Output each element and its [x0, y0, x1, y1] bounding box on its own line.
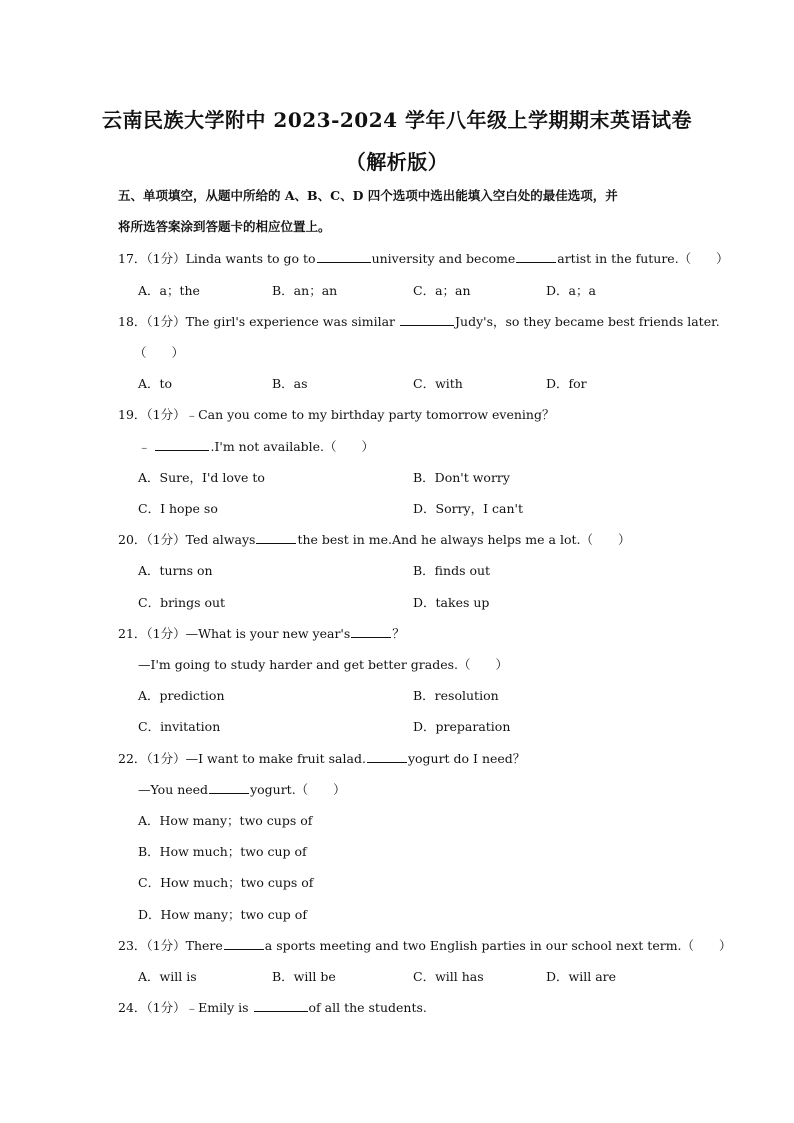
- q18-option-b: B．as: [272, 376, 308, 391]
- q21-option-a: A．prediction: [138, 688, 225, 703]
- question-21: [118, 624, 405, 642]
- question-19-reply-suffix: .I'm not available.（ ）: [210, 439, 375, 454]
- q23-option-a: A．will is: [138, 969, 197, 984]
- q19-option-c: C．I hope so: [138, 501, 218, 516]
- question-18-suffix: Judy's，so they became best friends later.: [455, 314, 720, 329]
- question-18-paren: （ ）: [134, 345, 185, 360]
- q18-option-d: D．for: [546, 376, 587, 391]
- question-17-prefix: 17．（1分）Linda wants to go to: [118, 251, 316, 266]
- q23-option-d: D．will are: [546, 969, 617, 984]
- question-18: [118, 312, 720, 330]
- answer-blank: [209, 781, 249, 794]
- exam-subtitle: （解析版）: [345, 150, 449, 174]
- q22-option-a: A．How many；two cups of: [138, 813, 313, 828]
- answer-blank: [351, 625, 391, 638]
- question-19: 19．（1分）﹣Can you come to my birthday party tomorrow evening？: [118, 407, 555, 422]
- question-22-reply-prefix: —You need: [138, 782, 209, 797]
- question-19-reply: [138, 437, 374, 455]
- question-17-suffix: artist in the future.（ ）: [557, 251, 729, 266]
- q18-option-a: A．to: [138, 376, 173, 391]
- section-instruction-line2: 将所选答案涂到答题卡的相应位置上。: [118, 219, 331, 234]
- q23-option-b: B．will be: [272, 969, 336, 984]
- q20-option-d: D．takes up: [413, 595, 490, 610]
- q22-option-c: C．How much；two cups of: [138, 875, 314, 890]
- question-17-mid: university and become: [371, 251, 516, 266]
- question-20-suffix: the best in me.And he always helps me a lot.（ ）: [297, 532, 631, 547]
- answer-blank: [256, 531, 296, 544]
- q20-option-a: A．turns on: [138, 563, 213, 578]
- answer-blank: [400, 313, 454, 326]
- answer-blank: [224, 937, 264, 950]
- question-24: [118, 998, 427, 1016]
- q17-option-a: A．a；the: [138, 283, 200, 298]
- q20-option-b: B．finds out: [413, 563, 491, 578]
- section-instruction-line1: 五、单项填空，从题中所给的 A、B、C、D 四个选项中选出能填入空白处的最佳选项，并: [118, 188, 618, 203]
- q20-option-c: C．brings out: [138, 595, 226, 610]
- question-23-suffix: a sports meeting and two English parties in our school next term.（ ）: [264, 938, 732, 953]
- question-24-prefix: 24．（1分）﹣Emily is: [118, 1000, 253, 1015]
- answer-blank: [367, 750, 407, 763]
- q17-option-d: D．a；a: [546, 283, 596, 298]
- question-19-reply-prefix: ﹣: [138, 439, 155, 454]
- question-22-suffix: yogurt do I need？: [407, 751, 526, 766]
- question-22-prefix: 22．（1分）—I want to make fruit salad.: [118, 751, 366, 766]
- question-21-reply: —I'm going to study harder and get better grades.（ ）: [138, 657, 509, 672]
- q22-option-d: D．How many；two cup of: [138, 907, 307, 922]
- answer-blank: [317, 250, 371, 263]
- question-17: [118, 249, 729, 267]
- question-23-prefix: 23．（1分）There: [118, 938, 223, 953]
- q19-option-a: A．Sure，I'd love to: [138, 470, 265, 485]
- exam-title: 云南民族大学附中 2023-2024 学年八年级上学期期末英语试卷: [101, 108, 693, 132]
- question-20-prefix: 20．（1分）Ted always: [118, 532, 256, 547]
- q17-option-c: C．a；an: [413, 283, 471, 298]
- question-18-prefix: 18．（1分）The girl's experience was similar: [118, 314, 400, 329]
- question-23: [118, 936, 732, 954]
- question-22: [118, 749, 525, 767]
- question-21-suffix: ？: [392, 626, 405, 641]
- question-24-suffix: of all the students.: [308, 1000, 427, 1015]
- q21-option-b: B．resolution: [413, 688, 499, 703]
- q17-option-b: B．an；an: [272, 283, 338, 298]
- q21-option-c: C．invitation: [138, 719, 221, 734]
- q23-option-c: C．will has: [413, 969, 484, 984]
- question-22-reply-suffix: yogurt.（ ）: [250, 782, 346, 797]
- answer-blank: [254, 999, 308, 1012]
- question-20: [118, 530, 630, 548]
- q18-option-c: C．with: [413, 376, 463, 391]
- answer-blank: [155, 438, 209, 451]
- question-22-reply: [138, 780, 346, 798]
- answer-blank: [516, 250, 556, 263]
- q22-option-b: B．How much；two cup of: [138, 844, 307, 859]
- q19-option-b: B．Don't worry: [413, 470, 510, 485]
- q21-option-d: D．preparation: [413, 719, 511, 734]
- q19-option-d: D．Sorry，I can't: [413, 501, 523, 516]
- question-21-prefix: 21．（1分）—What is your new year's: [118, 626, 351, 641]
